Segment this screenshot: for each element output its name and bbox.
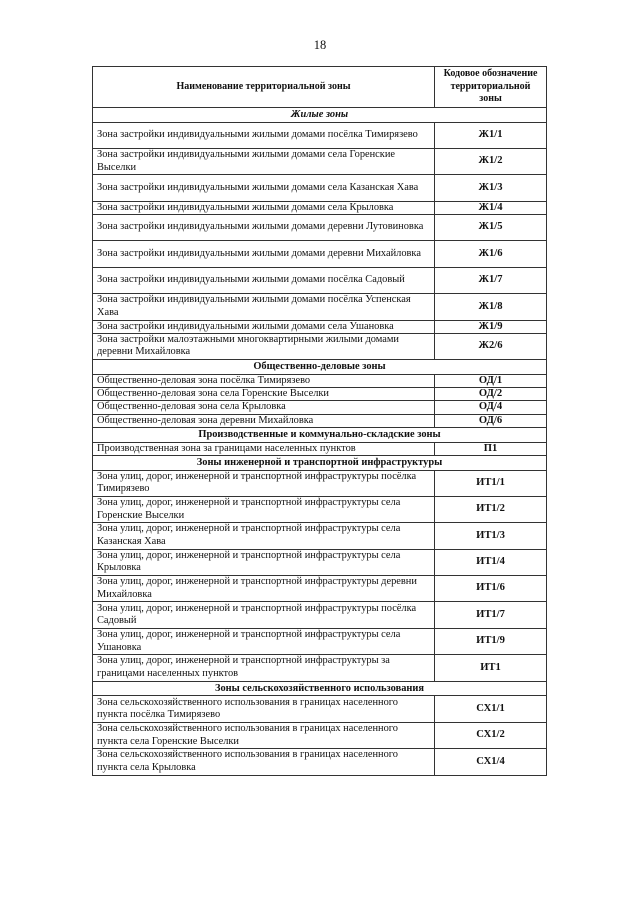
table-row	[93, 496, 547, 522]
section-title: Зоны инженерной и транспортной инфраструктуры	[93, 455, 547, 470]
zone-name-cell: Зона сельскохозяйственного использования в границах населенного пункта села Горенские Выселки	[93, 722, 435, 748]
table-row	[93, 655, 547, 681]
zone-code-cell: ИТ1	[435, 655, 547, 681]
table-row	[93, 241, 547, 267]
table-row	[93, 749, 547, 775]
zone-name-cell: Зона улиц, дорог, инженерной и транспортной инфраструктуры за границами населенных пунктов	[93, 655, 435, 681]
table-row	[93, 549, 547, 575]
section-title: Производственные и коммунально-складские зоны	[93, 427, 547, 442]
section-title: Общественно-деловые зоны	[93, 360, 547, 375]
zone-code-cell: Ж1/6	[435, 241, 547, 267]
table-row	[93, 576, 547, 602]
zone-code-cell: Ж1/5	[435, 214, 547, 240]
table-row	[93, 696, 547, 722]
zone-name-cell: Зона застройки индивидуальными жилыми домами деревни Лутовиновка	[93, 214, 435, 240]
zone-name-cell: Общественно-деловая зона села Горенские Выселки	[93, 388, 435, 401]
zone-name-cell: Зона улиц, дорог, инженерной и транспортной инфраструктуры села Горенские Выселки	[93, 496, 435, 522]
table-body	[93, 107, 547, 775]
zone-name-cell: Зона застройки индивидуальными жилыми домами села Казанская Хава	[93, 175, 435, 201]
zone-code-cell: ИТ1/9	[435, 628, 547, 654]
table-row	[93, 122, 547, 148]
zone-code-cell: Ж1/1	[435, 122, 547, 148]
table-header-row	[93, 67, 547, 108]
table-row	[93, 214, 547, 240]
zone-code-cell: ИТ1/6	[435, 576, 547, 602]
zone-name-cell: Зона улиц, дорог, инженерной и транспортной инфраструктуры села Крыловка	[93, 549, 435, 575]
zone-name-cell: Зона застройки индивидуальными жилыми домами села Ушановка	[93, 320, 435, 333]
zone-code-cell: СХ1/1	[435, 696, 547, 722]
page-number: 18	[313, 38, 327, 52]
zone-code-cell: СХ1/2	[435, 722, 547, 748]
zone-name-cell: Зона улиц, дорог, инженерной и транспортной инфраструктуры села Ушановка	[93, 628, 435, 654]
table-row	[93, 414, 547, 427]
section-row	[93, 107, 547, 122]
table-row	[93, 333, 547, 359]
territorial-zones-table	[92, 66, 547, 776]
section-row	[93, 360, 547, 375]
zone-code-cell: Ж1/4	[435, 201, 547, 214]
table-row	[93, 722, 547, 748]
zone-name-cell: Зона застройки индивидуальными жилыми домами деревни Михайловка	[93, 241, 435, 267]
zone-code-cell: Ж1/2	[435, 148, 547, 174]
section-title: Зоны сельскохозяйственного использования	[93, 681, 547, 696]
table-row	[93, 523, 547, 549]
section-row	[93, 427, 547, 442]
zone-code-cell: ОД/2	[435, 388, 547, 401]
zone-name-cell: Зона застройки индивидуальными жилыми домами села Крыловка	[93, 201, 435, 214]
zone-code-cell: Ж1/3	[435, 175, 547, 201]
zone-code-cell: ИТ1/7	[435, 602, 547, 628]
table-row	[93, 388, 547, 401]
header-zone-code: Кодовое обозначение территориальной зоны	[435, 67, 547, 108]
zone-code-cell: ОД/4	[435, 401, 547, 414]
zone-code-cell: Ж1/7	[435, 267, 547, 293]
zone-code-cell: Ж1/9	[435, 320, 547, 333]
zone-code-cell: Ж2/6	[435, 333, 547, 359]
zone-name-cell: Зона застройки индивидуальными жилыми домами посёлка Садовый	[93, 267, 435, 293]
table-row	[93, 442, 547, 455]
zone-name-cell: Зона сельскохозяйственного использования в границах населенного пункта посёлка Тимирязево	[93, 696, 435, 722]
zone-name-cell: Зона застройки индивидуальными жилыми домами посёлка Успенская Хава	[93, 294, 435, 320]
zone-name-cell: Зона улиц, дорог, инженерной и транспортной инфраструктуры села Казанская Хава	[93, 523, 435, 549]
table-row	[93, 374, 547, 387]
section-row	[93, 455, 547, 470]
table-row	[93, 294, 547, 320]
zone-name-cell: Зона улиц, дорог, инженерной и транспортной инфраструктуры деревни Михайловка	[93, 576, 435, 602]
zone-name-cell: Зона сельскохозяйственного использования в границах населенного пункта села Крыловка	[93, 749, 435, 775]
zone-name-cell: Общественно-деловая зона посёлка Тимирязево	[93, 374, 435, 387]
zone-code-cell: ИТ1/4	[435, 549, 547, 575]
table-row	[93, 201, 547, 214]
section-row	[93, 681, 547, 696]
zone-code-cell: П1	[435, 442, 547, 455]
zone-name-cell: Зона застройки малоэтажными многоквартирными жилыми домами деревни Михайловка	[93, 333, 435, 359]
table-row	[93, 175, 547, 201]
zone-name-cell: Производственная зона за границами населенных пунктов	[93, 442, 435, 455]
zone-name-cell: Зона улиц, дорог, инженерной и транспортной инфраструктуры посёлка Садовый	[93, 602, 435, 628]
zone-name-cell: Зона застройки индивидуальными жилыми домами села Горенские Выселки	[93, 148, 435, 174]
table-row	[93, 320, 547, 333]
zone-code-cell: ОД/1	[435, 374, 547, 387]
zone-code-cell: ОД/6	[435, 414, 547, 427]
zone-code-cell: ИТ1/1	[435, 470, 547, 496]
zone-code-cell: ИТ1/2	[435, 496, 547, 522]
table-row	[93, 267, 547, 293]
zone-name-cell: Общественно-деловая зона села Крыловка	[93, 401, 435, 414]
table-row	[93, 401, 547, 414]
table-row	[93, 470, 547, 496]
table-row	[93, 148, 547, 174]
zone-name-cell: Зона улиц, дорог, инженерной и транспортной инфраструктуры посёлка Тимирязево	[93, 470, 435, 496]
zone-code-cell: СХ1/4	[435, 749, 547, 775]
table-row	[93, 602, 547, 628]
zone-code-cell: Ж1/8	[435, 294, 547, 320]
zone-name-cell: Зона застройки индивидуальными жилыми домами посёлка Тимирязево	[93, 122, 435, 148]
zone-name-cell: Общественно-деловая зона деревни Михайловка	[93, 414, 435, 427]
table-row	[93, 628, 547, 654]
section-title: Жилые зоны	[93, 107, 547, 122]
header-zone-name: Наименование территориальной зоны	[93, 67, 435, 108]
zone-code-cell: ИТ1/3	[435, 523, 547, 549]
